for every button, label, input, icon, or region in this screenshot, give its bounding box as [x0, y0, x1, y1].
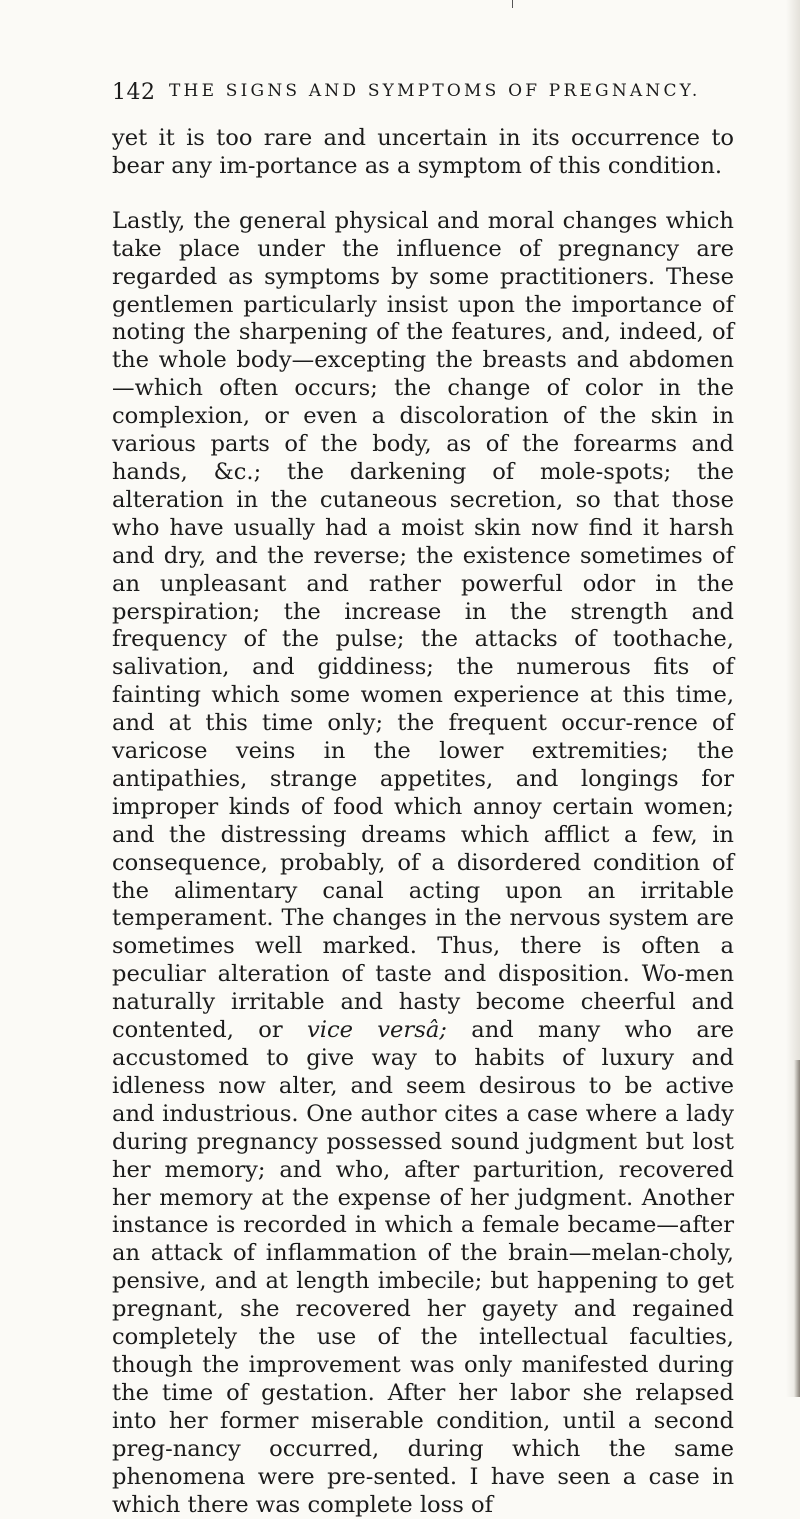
- running-head: [112, 80, 712, 108]
- body-text: [112, 125, 734, 1519]
- paragraph-2-part-1: Lastly, the general physical and moral changes which take place under the influence of pregnancy are regarded as symptoms by some practitioners. These gentlemen particularly insist upon the importance of noting the sharpening of the features, and, indeed, of the whole body—excepting the breasts and abdomen—which often occurs; the change of color in the complexion, or even a discoloration of the skin in various parts of the body, as of the forearms and hands, &c.; the darkening of mole-spots; the alteration in the cutaneous secretion, so that those who have usually had a moist skin now find it harsh and dry, and the reverse; the existence sometimes of an unpleasant and rather powerful odor in the perspiration; the increase in the strength and frequency of the pulse; the attacks of toothache, salivation, and giddiness; the numerous fits of fainting which some women experience at this time, and at this time only; the frequent occur-rence of varicose veins in the lower extremities; the antipathies, strange appetites, and longings for improper kinds of food which annoy certain women; and the distressing dreams which afflict a few, in consequence, probably, of a disordered condition of the alimentary canal acting upon an irritable temperament. The changes in the nervous system are sometimes well marked. Thus, there is often a peculiar alteration of taste and disposition. Wo-men naturally irritable and hasty become cheerful and contented, or: [112, 207, 734, 1044]
- page-edge-dark: [794, 1060, 800, 1397]
- paragraph-lastly: [112, 208, 734, 1519]
- italic-phrase: vice versâ;: [306, 1017, 447, 1044]
- page-number: 142: [112, 80, 156, 105]
- page-crease-mark: [512, 0, 513, 8]
- running-title: THE SIGNS AND SYMPTOMS OF PREGNANCY.: [169, 81, 701, 101]
- paragraph-2-part-2: and many who are accustomed to give way to habits of luxury and idleness now alter, and seem desirous to be active and industrious. One author cites a case where a lady during pregnancy possessed sound judgment but lost her memory; and who, after parturition, recovered her memory at the expense of her judgment. Another instance is recorded in which a female became—after an attack of inflammation of the brain—melan-choly, pensive, and at length imbecile; but happening to get pregnant, she recovered her gayety and regained completely the use of the intellectual faculties, though the improvement was only manifested during the time of gestation. After her labor she relapsed into her former miserable condition, until a second preg-nancy occurred, during which the same phenomena were pre-sented. I have seen a case in which there was complete loss of: [112, 1017, 735, 1518]
- paragraph-continued: yet it is too rare and uncertain in its occurrence to bear any im-portance as a symptom of this condition.: [112, 125, 734, 179]
